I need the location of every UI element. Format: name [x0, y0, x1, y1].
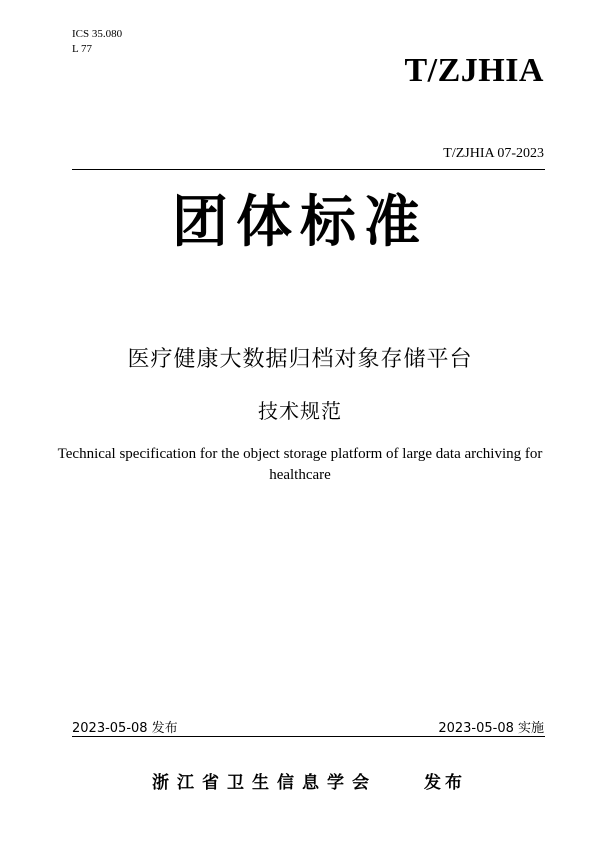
top-divider [72, 169, 545, 170]
chinese-title-line1: 医疗健康大数据归档对象存储平台 [127, 347, 473, 372]
bottom-divider [72, 736, 545, 737]
english-title-line1: Technical specification for the object storage platform of large data archiving for [57, 446, 543, 462]
publish-date: 2023-05-08 发布 [72, 721, 178, 736]
ics-code: ICS 35.080 [72, 28, 123, 40]
implement-date: 2023-05-08 实施 [438, 721, 544, 736]
brand-code: T/ZJHIA [404, 52, 544, 89]
issuer-name: 浙江省卫生信息学会 [152, 773, 377, 793]
chinese-title-line2: 技术规范 [258, 399, 342, 423]
category-title: 团体标准 [172, 190, 428, 255]
english-title-line2: healthcare [269, 467, 331, 483]
ccs-code: L 77 [72, 43, 93, 55]
standard-number: T/ZJHIA 07-2023 [443, 146, 544, 161]
issued-label: 发布 [424, 773, 466, 793]
